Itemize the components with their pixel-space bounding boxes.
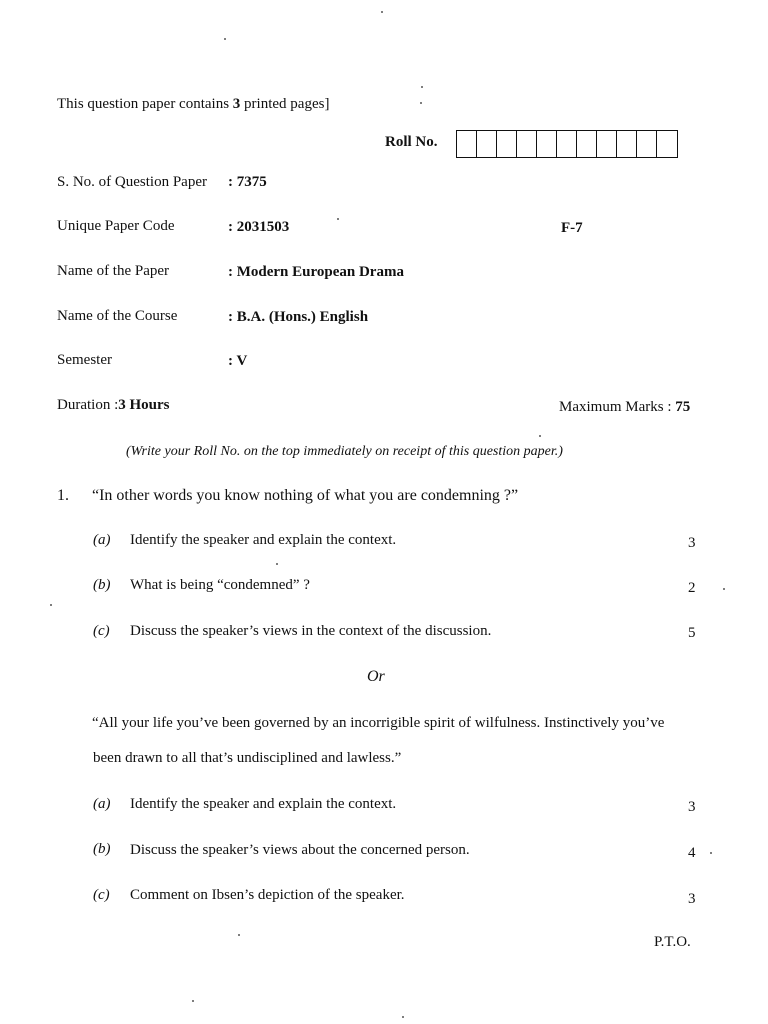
sno-label: S. No. of Question Paper — [57, 174, 207, 190]
course-label: Name of the Course — [57, 308, 178, 324]
roll-box[interactable] — [537, 131, 557, 157]
alt-quote-line-1: “All your life you’ve been governed by an incorrigible spirit of wilfulness. Instinctively you’ve — [92, 715, 665, 731]
part-text: Comment on Ibsen’s depiction of the speaker. — [130, 887, 405, 903]
duration-label: Duration : — [57, 397, 119, 413]
semester-value: : V — [228, 353, 248, 369]
part-label: (b) — [93, 577, 111, 593]
scan-speck — [710, 852, 712, 854]
roll-box[interactable] — [497, 131, 517, 157]
pto-label: P.T.O. — [654, 934, 691, 950]
roll-box[interactable] — [557, 131, 577, 157]
part-marks: 2 — [688, 580, 696, 596]
scan-speck — [381, 11, 383, 13]
scan-speck — [539, 435, 541, 437]
scan-speck — [224, 38, 226, 40]
roll-box[interactable] — [517, 131, 537, 157]
paper-label: Name of the Paper — [57, 263, 170, 279]
scan-speck — [192, 1000, 194, 1002]
part-label: (c) — [93, 887, 110, 903]
semester-label: Semester — [57, 352, 112, 368]
roll-box[interactable] — [637, 131, 657, 157]
part-text: Identify the speaker and explain the context. — [130, 796, 397, 812]
scan-speck — [421, 86, 423, 88]
part-label: (b) — [93, 841, 111, 857]
upc-value: : 2031503 — [228, 219, 290, 235]
part-marks: 3 — [688, 799, 696, 815]
duration-value: 3 Hours — [118, 397, 170, 413]
scan-speck — [337, 218, 339, 220]
max-marks — [559, 399, 690, 416]
roll-no-boxes[interactable] — [456, 130, 678, 158]
roll-no-label: Roll No. — [385, 134, 438, 150]
part-marks: 4 — [688, 845, 696, 861]
part-text: Discuss the speaker’s views in the context of the discussion. — [130, 623, 492, 639]
question-quote: “In other words you know nothing of what you are condemning ?” — [92, 487, 519, 504]
part-marks: 3 — [688, 535, 696, 551]
part-text: What is being “condemned” ? — [130, 577, 310, 593]
course-value: : B.A. (Hons.) English — [228, 309, 369, 325]
pages-prefix: This question paper contains — [57, 96, 230, 112]
scan-speck — [723, 588, 725, 590]
paper-value: : Modern European Drama — [228, 264, 404, 280]
question-number: 1. — [57, 487, 69, 504]
pages-info — [57, 96, 329, 113]
roll-box[interactable] — [457, 131, 477, 157]
or-separator: Or — [367, 668, 385, 685]
scan-speck — [238, 934, 240, 936]
part-marks: 5 — [688, 625, 696, 641]
roll-box[interactable] — [597, 131, 617, 157]
part-text: Discuss the speaker’s views about the concerned person. — [130, 842, 470, 858]
part-label: (c) — [93, 623, 110, 639]
alt-quote-line-2: been drawn to all that’s undisciplined and lawless.” — [93, 750, 402, 766]
scan-speck — [50, 604, 52, 606]
roll-box[interactable] — [577, 131, 597, 157]
upc-label: Unique Paper Code — [57, 218, 175, 234]
series-code: F-7 — [561, 220, 583, 236]
part-label: (a) — [93, 532, 111, 548]
scan-speck — [420, 102, 422, 104]
pages-suffix: printed pages] — [244, 96, 330, 112]
roll-box[interactable] — [617, 131, 637, 157]
scan-speck — [276, 563, 278, 565]
part-text: Identify the speaker and explain the context. — [130, 532, 397, 548]
scan-speck — [402, 1016, 404, 1018]
pages-count: 3 — [232, 96, 241, 112]
part-marks: 3 — [688, 891, 696, 907]
max-marks-label: Maximum Marks : — [559, 399, 672, 415]
sno-value: : 7375 — [228, 174, 267, 190]
instruction: (Write your Roll No. on the top immediately on receipt of this question paper.) — [126, 444, 563, 459]
part-label: (a) — [93, 796, 111, 812]
roll-box[interactable] — [657, 131, 677, 157]
duration — [57, 397, 170, 414]
roll-box[interactable] — [477, 131, 497, 157]
max-marks-value: 75 — [675, 399, 691, 415]
